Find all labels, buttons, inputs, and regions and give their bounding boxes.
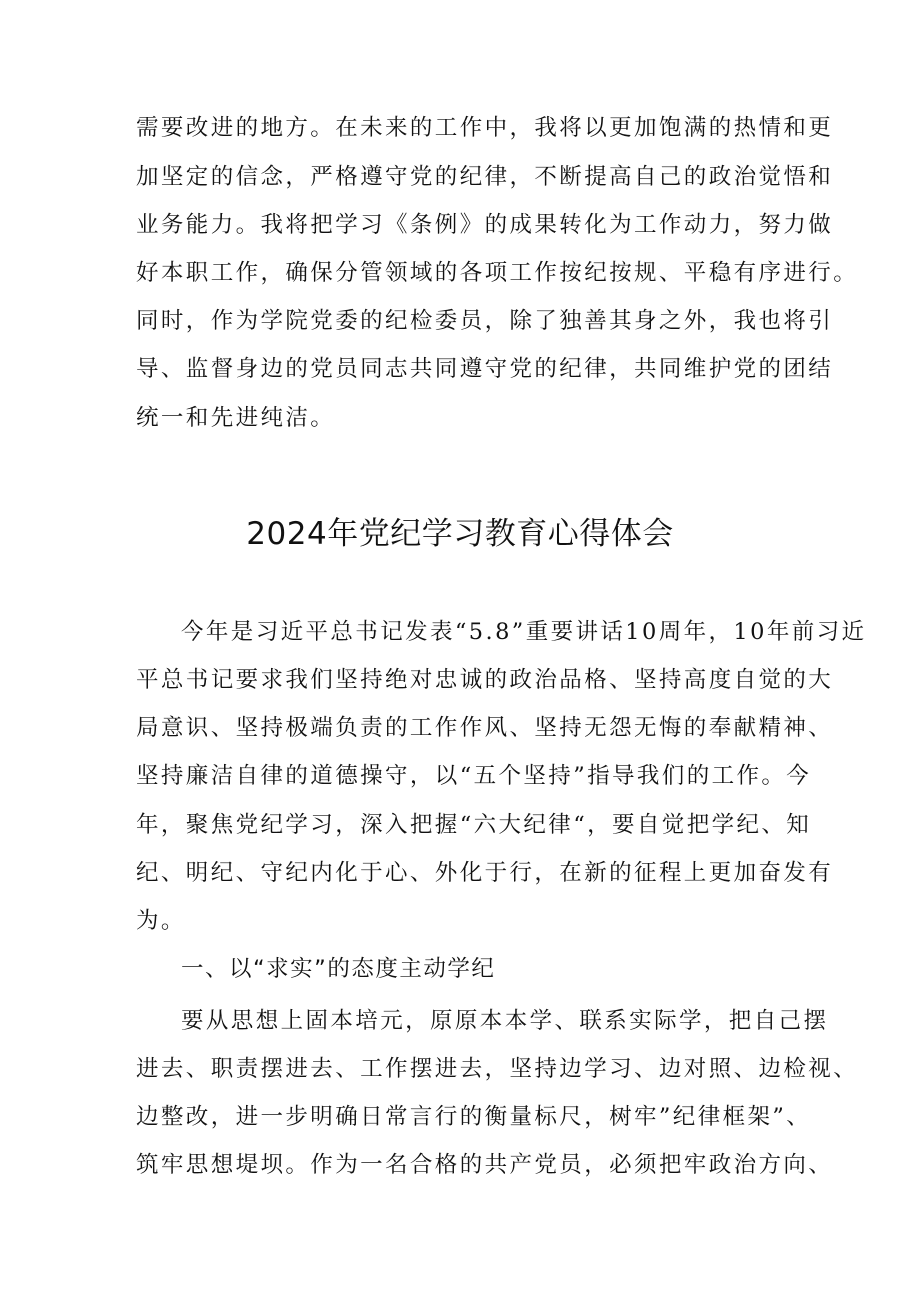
paragraph-line: 同时，作为学院党委的纪检委员，除了独善其身之外，我也将引	[136, 308, 834, 334]
paragraph-line: 加坚定的信念，严格遵守党的纪律，不断提高自己的政治觉悟和	[136, 164, 834, 190]
paragraph-line: 局意识、坚持极端负责的工作作风、坚持无怨无悔的奉献精神、	[136, 715, 834, 741]
article-title: 2024年党纪学习教育心得体会	[246, 516, 674, 552]
paragraph-line: 年，聚焦党纪学习，深入把握“六大纪律“，要自觉把学纪、知	[136, 812, 812, 838]
paragraph-line: 好本职工作，确保分管领域的各项工作按纪按规、平稳有序进行。	[136, 260, 859, 286]
paragraph-line: 统一和先进纯洁。	[136, 405, 336, 431]
paragraph-line: 要从思想上固本培元，原原本本学、联系实际学，把自己摆	[181, 1008, 829, 1034]
paragraph-line: 坚持廉洁自律的道德操守，以“五个坚持”指导我们的工作。今	[136, 763, 812, 789]
paragraph-line: 导、监督身边的党员同志共同遵守党的纪律，共同维护党的团结	[136, 356, 834, 382]
paragraph-line: 筑牢思想堤坝。作为一名合格的共产党员，必须把牢政治方向、	[136, 1152, 834, 1178]
paragraph-line: 业务能力。我将把学习《条例》的成果转化为工作动力，努力做	[136, 212, 834, 238]
paragraph-line: 纪、明纪、守纪内化于心、外化于行，在新的征程上更加奋发有	[136, 860, 834, 886]
paragraph-line: 需要改进的地方。在未来的工作中，我将以更加饱满的热情和更	[136, 115, 834, 141]
section-heading: 一、以“求实”的态度主动学纪	[181, 956, 496, 982]
paragraph-line: 边整改，进一步明确日常言行的衡量标尺，树牢”纪律框架”、	[136, 1104, 812, 1130]
paragraph-line: 进去、职责摆进去、工作摆进去，坚持边学习、边对照、边检视、	[136, 1056, 859, 1082]
paragraph-line: 平总书记要求我们坚持绝对忠诚的政治品格、坚持高度自觉的大	[136, 667, 834, 693]
paragraph-line: 为。	[136, 908, 186, 934]
paragraph-line: 今年是习近平总书记发表“5.8”重要讲话10周年，10年前习近	[181, 619, 867, 645]
